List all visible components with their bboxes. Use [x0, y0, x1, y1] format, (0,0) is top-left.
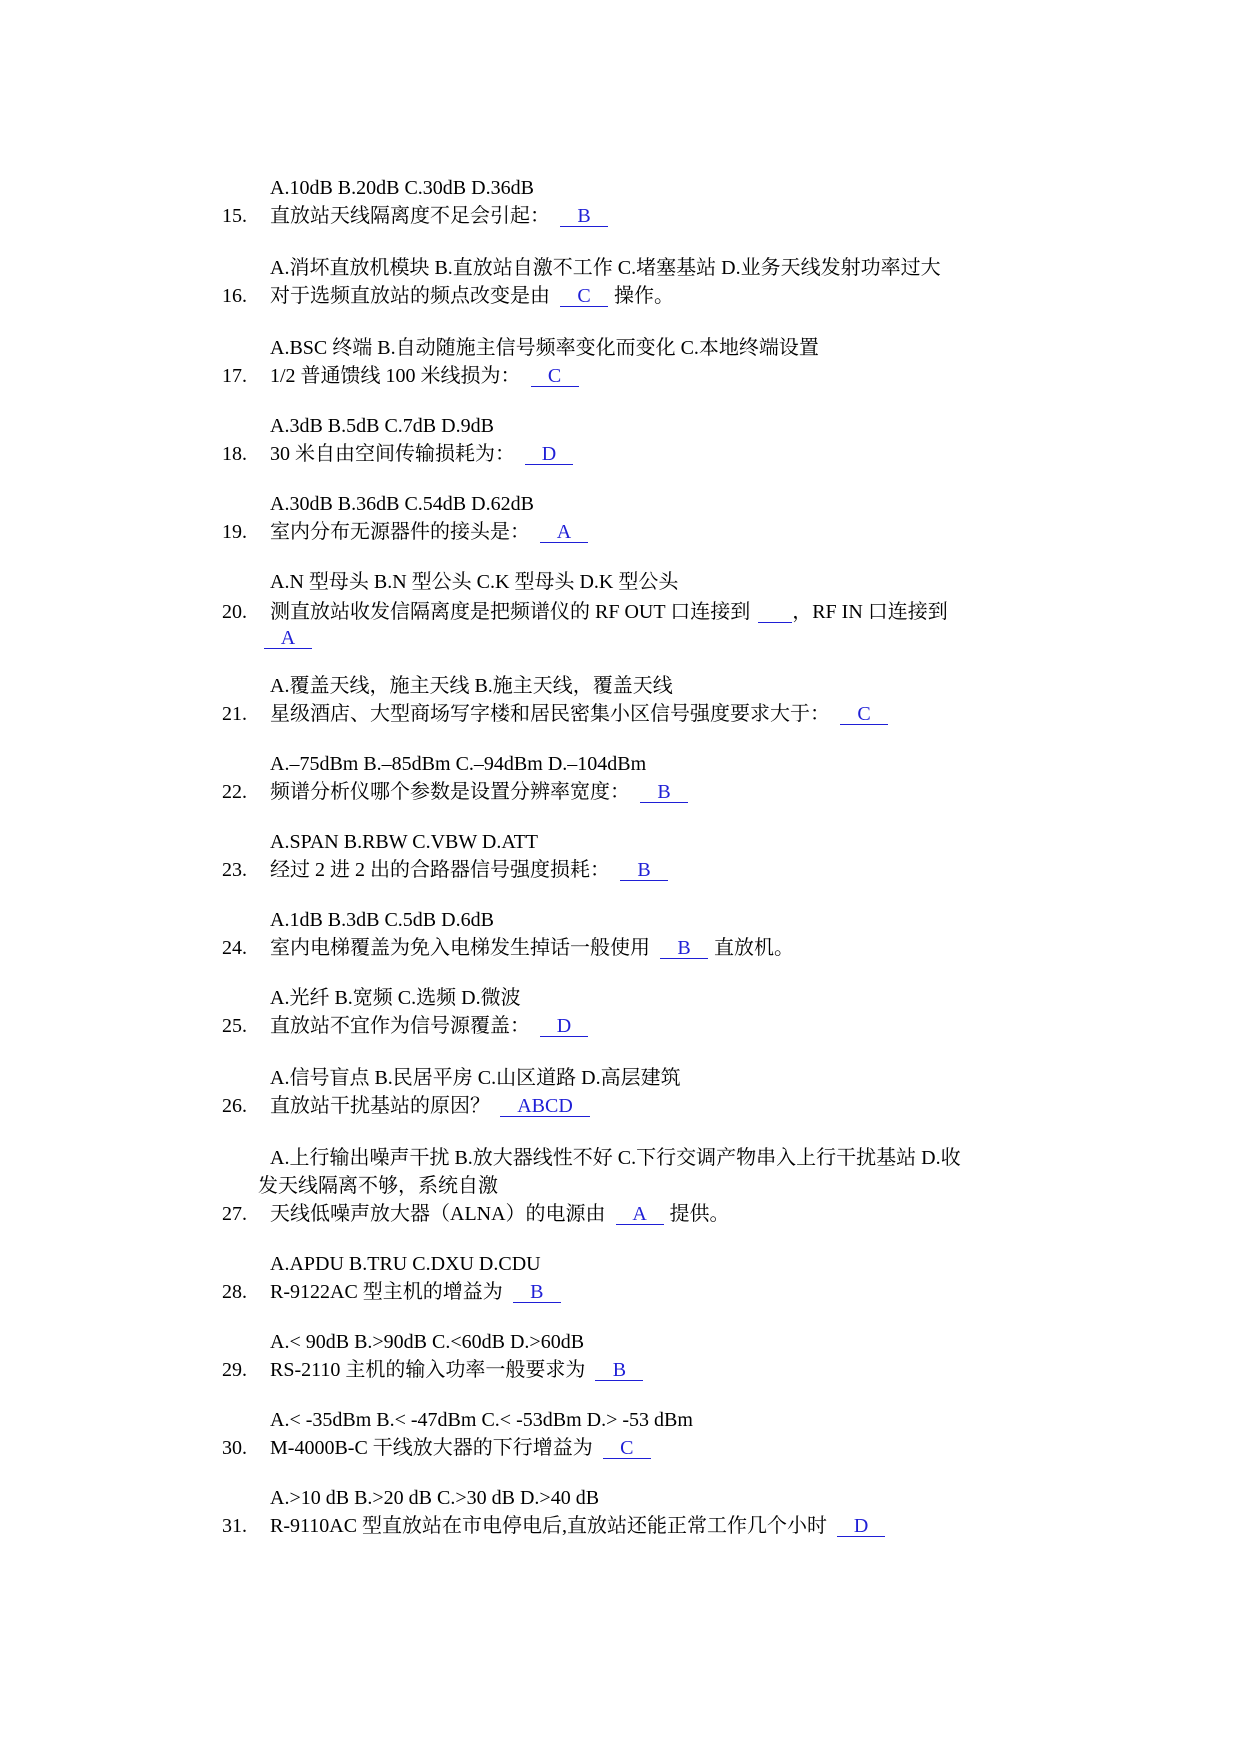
question-number: 26. [222, 1095, 247, 1117]
answer-options: A.覆盖天线，施主天线 B.施主天线，覆盖天线 [270, 675, 673, 697]
filled-answer: B [560, 206, 608, 227]
blank-answer [758, 602, 792, 623]
answer-options: A.1dB B.3dB C.5dB D.6dB [270, 909, 494, 931]
question-number: 23. [222, 859, 247, 881]
question-number: 19. [222, 521, 247, 543]
question-stem: 直放站天线隔离度不足会引起： [270, 205, 550, 227]
filled-answer: D [837, 1516, 885, 1537]
filled-answer: B [595, 1360, 643, 1381]
question-stem: RS-2110 主机的输入功率一般要求为 [270, 1359, 586, 1381]
question-stem-continued: ，RF IN 口连接到 [792, 601, 948, 623]
answer-options: A.SPAN B.RBW C.VBW D.ATT [270, 831, 539, 853]
answer-options: A.光纤 B.宽频 C.选频 D.微波 [270, 987, 521, 1009]
answer-options: A.< -35dBm B.< -47dBm C.< -53dBm D.> -53 dBm [270, 1409, 693, 1431]
question-stem: 频谱分析仪哪个参数是设置分辨率宽度： [270, 781, 630, 803]
answer-options: A.10dB B.20dB C.30dB D.36dB [270, 177, 534, 199]
answer-options: A.30dB B.36dB C.54dB D.62dB [270, 493, 534, 515]
question-number: 16. [222, 285, 247, 307]
question-stem: 室内分布无源器件的接头是： [270, 521, 530, 543]
answer-options: A.信号盲点 B.民居平房 C.山区道路 D.高层建筑 [270, 1067, 681, 1089]
question-stem: 30 米自由空间传输损耗为： [270, 443, 515, 465]
filled-answer: D [525, 444, 573, 465]
question-text [270, 364, 579, 388]
question-number: 25. [222, 1015, 247, 1037]
question-text [270, 780, 688, 804]
question-number: 27. [222, 1203, 247, 1225]
filled-answer: ABCD [500, 1096, 590, 1117]
question-text [270, 442, 573, 466]
question-stem: 星级酒店、大型商场写字楼和居民密集小区信号强度要求大于： [270, 703, 830, 725]
question-text [270, 1014, 588, 1038]
filled-answer: C [840, 704, 888, 725]
question-number: 20. [222, 601, 247, 623]
question-stem: 经过 2 进 2 出的合路器信号强度损耗： [270, 859, 610, 881]
question-number: 30. [222, 1437, 247, 1459]
question-number: 31. [222, 1515, 247, 1537]
filled-answer: A [616, 1204, 664, 1225]
question-stem: 室内电梯覆盖为免入电梯发生掉话一般使用 [270, 937, 650, 959]
question-text [270, 520, 588, 544]
filled-answer: C [603, 1438, 651, 1459]
question-stem: 测直放站收发信隔离度是把频谱仪的 RF OUT 口连接到 [270, 601, 751, 623]
question-text [270, 858, 668, 882]
question-stem: R-9110AC 型直放站在市电停电后,直放站还能正常工作几个小时 [270, 1515, 828, 1537]
answer-options: A.APDU B.TRU C.DXU D.CDU [270, 1253, 541, 1275]
question-suffix: 操作。 [614, 285, 674, 307]
filled-answer: B [620, 860, 668, 881]
question-stem: 直放站干扰基站的原因？ [270, 1095, 490, 1117]
question-stem: M-4000B-C 干线放大器的下行增益为 [270, 1437, 593, 1459]
question-number: 18. [222, 443, 247, 465]
question-stem: 天线低噪声放大器（ALNA）的电源由 [270, 1203, 606, 1225]
filled-answer: B [660, 938, 708, 959]
question-text [270, 1094, 590, 1118]
question-number: 15. [222, 205, 247, 227]
answer-options: A.消坏直放机模块 B.直放站自激不工作 C.堵塞基站 D.业务天线发射功率过大 [270, 257, 941, 279]
filled-answer: B [640, 782, 688, 803]
filled-answer: C [531, 366, 579, 387]
answer-options: 发天线隔离不够，系统自激 [258, 1175, 498, 1197]
question-text [270, 936, 794, 960]
question-stem: 直放站不宜作为信号源覆盖： [270, 1015, 530, 1037]
answer-options: A.BSC 终端 B.自动随施主信号频率变化而变化 C.本地终端设置 [270, 337, 819, 359]
question-number: 22. [222, 781, 247, 803]
answer-options: A.–75dBm B.–85dBm C.–94dBm D.–104dBm [270, 753, 647, 775]
question-suffix: 提供。 [669, 1203, 730, 1225]
filled-answer: A [540, 522, 588, 543]
answer-options: A.N 型母头 B.N 型公头 C.K 型母头 D.K 型公头 [270, 571, 679, 593]
question-text [270, 600, 948, 624]
filled-answer: A [264, 628, 312, 649]
question-text [270, 1202, 730, 1226]
question-number: 24. [222, 937, 247, 959]
question-number: 21. [222, 703, 247, 725]
question-stem: R-9122AC 型主机的增益为 [270, 1281, 503, 1303]
answer-options: A.>10 dB B.>20 dB C.>30 dB D.>40 dB [270, 1487, 600, 1509]
answer-options: A.< 90dB B.>90dB C.<60dB D.>60dB [270, 1331, 585, 1353]
question-number: 28. [222, 1281, 247, 1303]
answer-options: A.上行输出噪声干扰 B.放大器线性不好 C.下行交调产物串入上行干扰基站 D.收 [270, 1147, 961, 1169]
question-text [270, 1436, 651, 1460]
question-text [270, 284, 674, 308]
question-stem: 1/2 普通馈线 100 米线损为： [270, 365, 521, 387]
answer-line [264, 626, 312, 650]
question-stem: 对于选频直放站的频点改变是由 [270, 285, 550, 307]
filled-answer: C [560, 286, 608, 307]
question-number: 29. [222, 1359, 247, 1381]
answer-options: A.3dB B.5dB C.7dB D.9dB [270, 415, 494, 437]
question-text [270, 204, 608, 228]
question-text [270, 702, 888, 726]
question-text [270, 1280, 561, 1304]
question-text [270, 1358, 643, 1382]
question-suffix: 直放机。 [714, 937, 794, 959]
filled-answer: D [540, 1016, 588, 1037]
question-number: 17. [222, 365, 247, 387]
question-text [270, 1514, 885, 1538]
filled-answer: B [513, 1282, 561, 1303]
